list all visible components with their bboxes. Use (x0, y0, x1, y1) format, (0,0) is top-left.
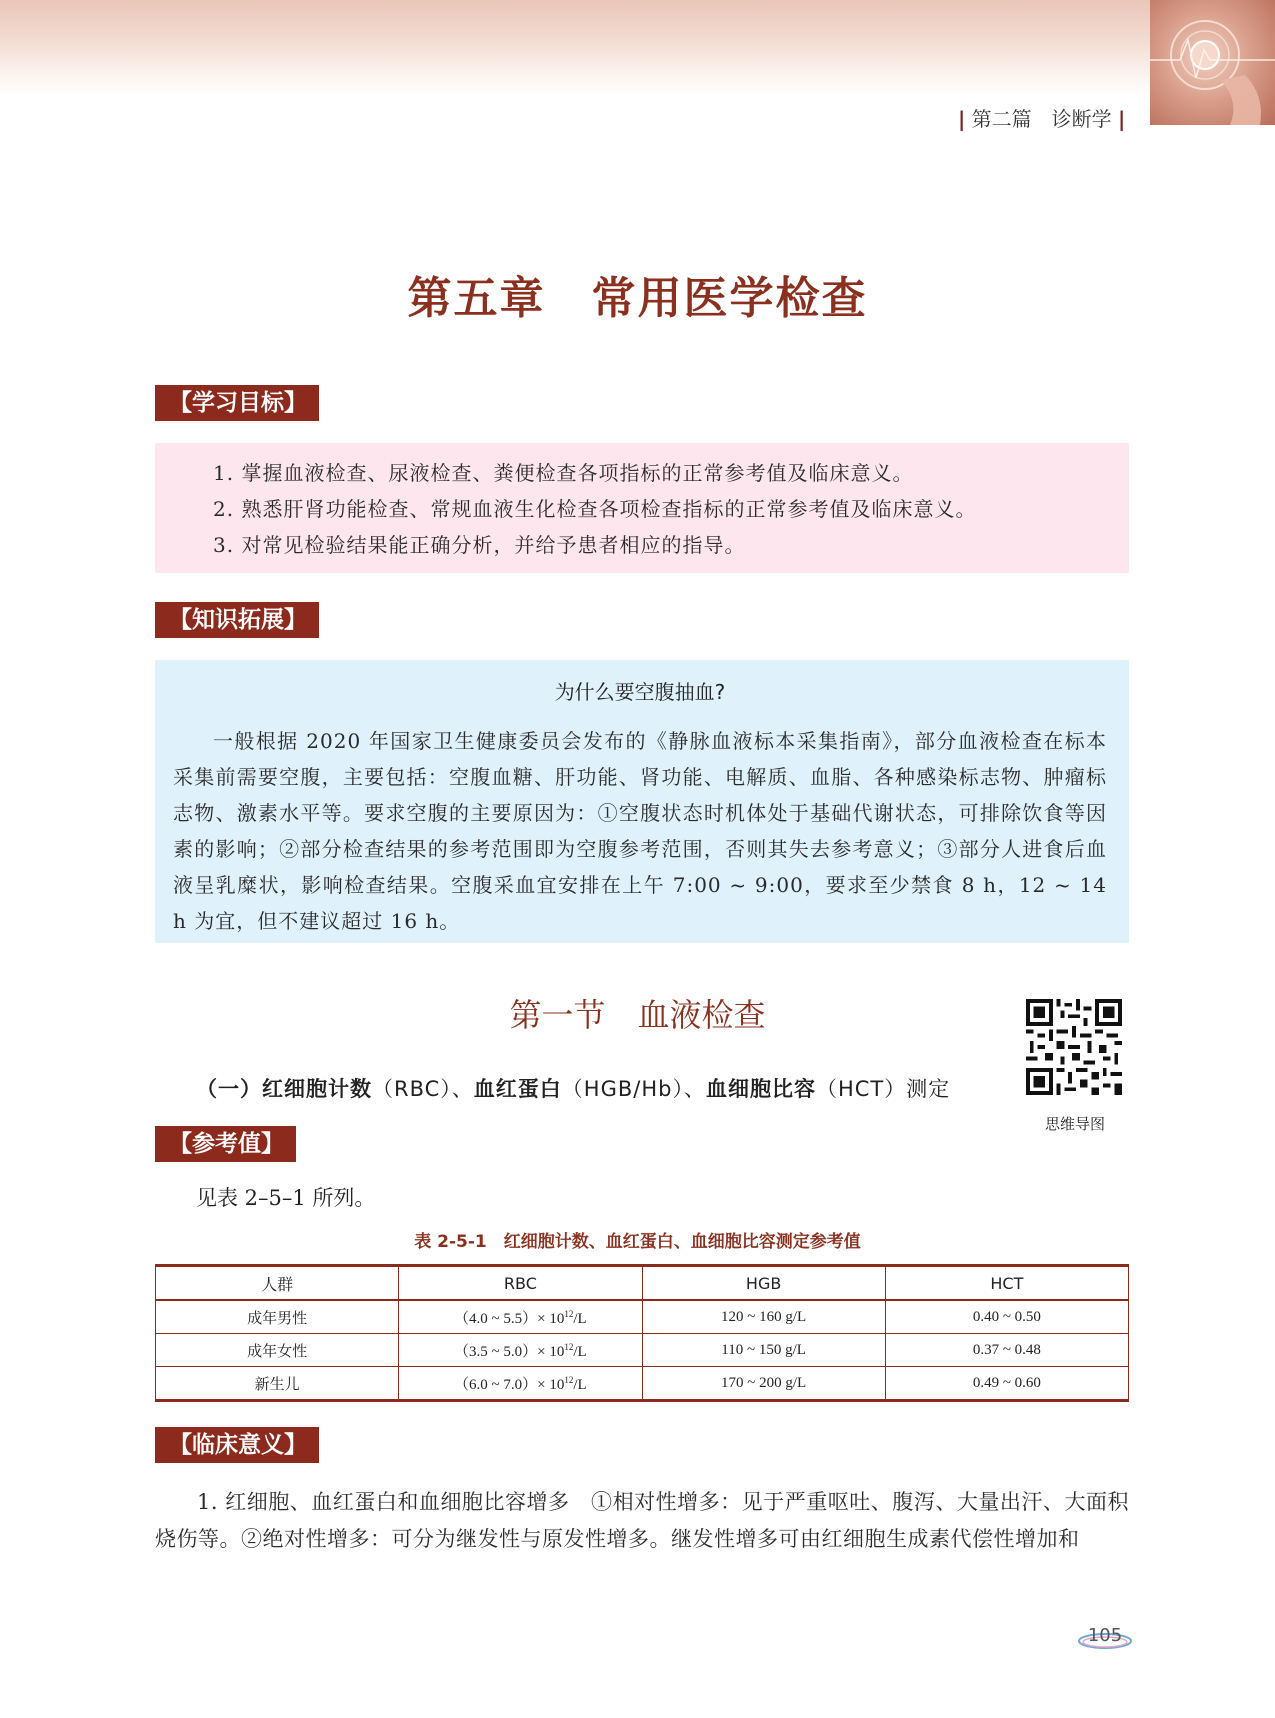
running-head-text: 第二篇 诊断学 (971, 107, 1112, 131)
subhead-rbc: 红细胞计数 (262, 1076, 372, 1101)
table-row (156, 1300, 1129, 1334)
cell-rbc: （6.0 ~ $7.0)\times 10^{12}/L$ (399, 1367, 642, 1401)
cell-hgb: 170 ~ 200 g/L (642, 1367, 885, 1401)
objective-item: 2. 熟悉肝肾功能检查、常规血液生化检查各项检查指标的正常参考值及临床意义。 (213, 497, 977, 521)
table-caption: 表 2-5-1 红细胞计数、血红蛋白、血细胞比容测定参考值 (414, 1232, 861, 1252)
reference-tag: 【参考值】 (155, 1126, 296, 1162)
cell-hgb: 120 ~ 160 g/L (642, 1300, 885, 1334)
subhead-hct: 血细胞比容 (705, 1076, 816, 1101)
subhead-suffix: 测定 (906, 1077, 951, 1101)
clinical-paragraph: 1. 红细胞、血红蛋白和血细胞比容增多 ①相对性增多：见于严重呕吐、腹泻、大量出汗、大面积烧伤等。②绝对性增多：可分为继发性与原发性增多。继发性增多可由红细胞生成素代偿性增加和 (155, 1490, 1129, 1551)
cell-rbc: （4.0 ~ $5.5)\times 10^{12}/L$ (399, 1300, 642, 1334)
objective-item: 3. 对常见检验结果能正确分析，并给予患者相应的指导。 (213, 533, 746, 557)
header-band (0, 0, 1275, 95)
cell-hct: 0.49 ~ 0.60 (885, 1367, 1128, 1401)
qr-caption: 思维导图 (1044, 1115, 1105, 1133)
header-rbc: RBC (399, 1266, 642, 1301)
subsection-heading (196, 1073, 950, 1103)
chapter-title: 第五章 常用医学检查 (407, 273, 868, 324)
cell-rbc: （3.5 ~ $5.0)\times 10^{12}/L$ (399, 1334, 642, 1367)
stethoscope-photo-icon (1150, 0, 1275, 125)
clinical-tag: 【临床意义】 (155, 1427, 319, 1463)
header-hgb: HGB (642, 1266, 885, 1301)
table-row (156, 1367, 1129, 1401)
extension-body: 一般根据 2020 年国家卫生健康委员会发布的《静脉血液标本采集指南》，部分血液检查在标本采集前需要空腹，主要包括：空腹血糖、肝功能、肾功能、电解质、血脂、各种感染标志物、肿瘤标志物、激素水平等。要求空腹的主要原因为：①空腹状态时机体处于基础代谢状态，可排除饮食等因素的影响；②部分检查结果的参考范围即为空腹参考范围，否则其失去参考意义；③部分人进食后血液呈乳糜状，影响检查结果。空腹采血宜安排在上午 7:00 ~ 9:00，要求至少禁食 8 h，12 ~ 14 h 为宜，但不建议超过 16 h。 (173, 729, 1107, 933)
running-head-bar-right: | (1118, 107, 1126, 131)
subhead-hct-abbr: （HCT） (815, 1077, 907, 1101)
qr-code-icon[interactable] (1026, 999, 1122, 1095)
table-reference-text: 见表 2–5–1 所列。 (196, 1186, 376, 1210)
objectives-box (155, 443, 1129, 573)
cell-group: 新生儿 (156, 1367, 399, 1401)
page-number: 105 (1087, 1625, 1123, 1646)
cell-group: 成年女性 (156, 1334, 399, 1367)
reference-table (155, 1264, 1129, 1402)
running-head-bar-left: | (958, 107, 966, 131)
objectives-tag: 【学习目标】 (155, 385, 319, 421)
subhead-hgb-abbr: （HGB/Hb）、 (561, 1077, 706, 1101)
section-title: 第一节 血液检查 (509, 996, 766, 1034)
extension-tag: 【知识拓展】 (155, 602, 319, 638)
cell-hgb: 110 ~ 150 g/L (642, 1334, 885, 1367)
table-row (156, 1334, 1129, 1367)
extension-title: 为什么要空腹抽血? (554, 680, 726, 704)
header-hct: HCT (885, 1266, 1128, 1301)
cell-group: 成年男性 (156, 1300, 399, 1334)
cell-hct: 0.40 ~ 0.50 (885, 1300, 1128, 1334)
extension-box (155, 660, 1129, 943)
objective-item: 1. 掌握血液检查、尿液检查、粪便检查各项指标的正常参考值及临床意义。 (213, 461, 914, 485)
running-head (958, 103, 1138, 132)
subhead-prefix: （一） (196, 1076, 262, 1101)
cell-hct: 0.37 ~ 0.48 (885, 1334, 1128, 1367)
subhead-hgb: 血红蛋白 (473, 1076, 562, 1101)
subhead-rbc-abbr: （RBC）、 (372, 1077, 474, 1101)
table-header-row (156, 1266, 1129, 1301)
header-group: 人群 (156, 1266, 399, 1301)
